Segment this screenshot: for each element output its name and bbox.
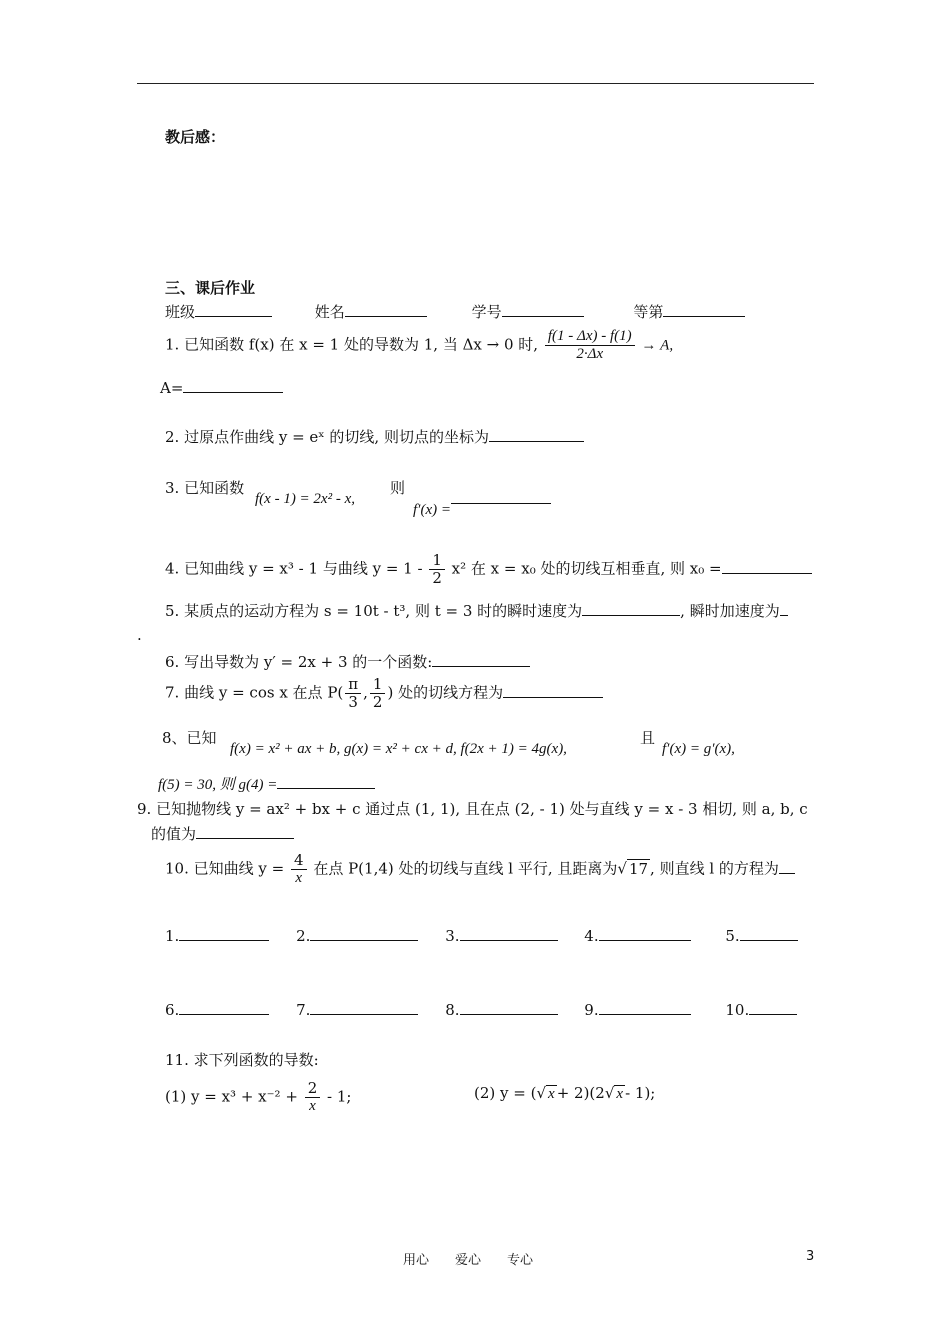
answer-label-3: 3. bbox=[445, 927, 460, 945]
question-2 bbox=[165, 426, 584, 447]
q1-numerator: f(1 - Δx) - f(1) bbox=[545, 328, 635, 346]
top-rule bbox=[137, 83, 814, 84]
q3-expr: f(x - 1) = 2x² - x, bbox=[255, 491, 355, 507]
answer-blank-7[interactable] bbox=[310, 1000, 418, 1015]
q3-prefix: 3. 已知函数 bbox=[165, 479, 245, 497]
answer-label-6: 6. bbox=[165, 1001, 180, 1019]
q7-n2: 1 bbox=[370, 676, 386, 694]
answer-blank-1[interactable] bbox=[179, 926, 269, 941]
answer-label-1: 1. bbox=[165, 927, 180, 945]
q11-1-num: 2 bbox=[305, 1080, 321, 1098]
q10-part-c: , 则直线 l 的方程为 bbox=[650, 859, 779, 878]
q3-expression bbox=[255, 489, 355, 508]
q3-ask-text: f′(x) = bbox=[413, 502, 451, 518]
q10-num: 4 bbox=[291, 852, 307, 870]
q8-line-2 bbox=[158, 773, 375, 794]
q11-2-sqrt-1: x bbox=[548, 1086, 555, 1102]
q8-expr2: f′(x) = g′(x), bbox=[662, 741, 735, 757]
answer-label-2: 2. bbox=[296, 927, 311, 945]
q11-2-part-a: (2) y = ( bbox=[474, 1084, 537, 1102]
q3-ask bbox=[413, 489, 551, 519]
answer-blank-9[interactable] bbox=[599, 1000, 691, 1015]
q8-line2-text: f(5) = 30, 则 g(4) = bbox=[158, 777, 278, 793]
q3-then: 则 bbox=[390, 479, 406, 497]
answer-label-4: 4. bbox=[584, 927, 599, 945]
q7-n1: π bbox=[345, 676, 361, 694]
answer-blank-5[interactable] bbox=[740, 926, 798, 941]
q1-tail: → A, bbox=[641, 337, 674, 354]
q10-fraction bbox=[291, 852, 307, 887]
info-id: 学号 bbox=[471, 303, 502, 321]
q11-1-part-a: (1) y = x³ + x⁻² + bbox=[165, 1087, 298, 1106]
q11-2-sqrt-2: x bbox=[616, 1086, 624, 1102]
q5-tail: , 瞬时加速度为 bbox=[680, 602, 780, 620]
info-grade: 等第 bbox=[633, 303, 664, 321]
q9-part-a: 9. 已知抛物线 y = ax² + bx + c 通过点 (1, 1), 且在点 (2, - 1) 处与直线 y = x - 3 相切, 则 a, b, c bbox=[137, 800, 808, 818]
answer-blank-4[interactable] bbox=[599, 926, 691, 941]
after-class-heading: 教后感： bbox=[165, 128, 226, 146]
footer-motto: 用心 爱心 专心 bbox=[403, 1253, 534, 1268]
info-name: 姓名 bbox=[314, 303, 345, 321]
q8-expression bbox=[230, 739, 567, 758]
question-1 bbox=[165, 328, 673, 363]
answer-label-5: 5. bbox=[725, 927, 740, 945]
answer-row-2 bbox=[165, 1000, 797, 1019]
q11-2-part-b: - 1); bbox=[625, 1084, 656, 1102]
q4-fraction bbox=[429, 552, 445, 587]
q1-answer-label: A= bbox=[160, 379, 184, 397]
q8-prefix: 8、已知 bbox=[162, 729, 217, 747]
q1-fraction bbox=[545, 328, 635, 363]
q11-1-part-b: - 1; bbox=[327, 1087, 352, 1106]
answer-blank-6[interactable] bbox=[179, 1000, 269, 1015]
name-blank[interactable] bbox=[345, 302, 427, 317]
question-11-1 bbox=[165, 1080, 351, 1115]
q11-2-middle: + 2)(2 bbox=[556, 1084, 605, 1102]
q5-text: 5. 某质点的运动方程为 s = 10t - t³, 则 t = 3 时的瞬时速度为 bbox=[165, 602, 583, 620]
question-7: 7. 曲线 y = cos x 在点 P( $\frac{\pi}{3}$ , $\frac{1}{2}$ ) 处的切线方程为 bbox=[165, 676, 603, 711]
q8-expr: f(x) = x² + ax + b, g(x) = x² + cx + d, f(2x + 1) = 4g(x), bbox=[230, 741, 567, 757]
answer-label-9: 9. bbox=[584, 1001, 599, 1019]
q7-part-a: 7. 曲线 y = cos x 在点 P( bbox=[165, 683, 344, 702]
q9-part-b: 的值为 bbox=[151, 825, 197, 843]
q8-blank[interactable] bbox=[277, 774, 375, 789]
class-blank[interactable] bbox=[195, 302, 272, 317]
q10-part-b: 在点 P(1,4) 处的切线与直线 l 平行, 且距离为 bbox=[313, 859, 618, 878]
q2-text: 2. 过原点作曲线 y = eˣ 的切线, 则切点的坐标为 bbox=[165, 428, 489, 446]
q10-blank[interactable] bbox=[779, 859, 795, 874]
answer-label-7: 7. bbox=[296, 1001, 311, 1019]
question-9 bbox=[137, 798, 808, 819]
q1-denominator: 2·Δx bbox=[576, 346, 604, 362]
q7-blank[interactable] bbox=[503, 683, 603, 698]
question-11: 11. 求下列函数的导数: bbox=[165, 1051, 319, 1069]
q7-frac-2 bbox=[370, 676, 386, 711]
q10-den: x bbox=[295, 870, 303, 886]
q1-text: 1. 已知函数 f(x) 在 x = 1 处的导数为 1, 当 Δx → 0 时, bbox=[165, 335, 539, 354]
q6-text: 6. 写出导数为 y′ = 2x + 3 的一个函数: bbox=[165, 653, 433, 671]
q4-den: 2 bbox=[432, 569, 442, 587]
q5-continuation: . bbox=[137, 626, 142, 644]
grade-blank[interactable] bbox=[663, 302, 745, 317]
answer-blank-2[interactable] bbox=[310, 926, 418, 941]
question-4 bbox=[165, 552, 812, 587]
q7-frac-1 bbox=[345, 676, 361, 711]
q5-blank-velocity[interactable] bbox=[582, 601, 680, 616]
q3-blank[interactable] bbox=[451, 489, 551, 504]
question-5 bbox=[165, 600, 788, 621]
section-title: 三、课后作业 bbox=[165, 279, 256, 297]
q4-part-a: 4. 已知曲线 y = x³ - 1 与曲线 y = 1 - bbox=[165, 559, 423, 578]
question-3 bbox=[165, 477, 244, 498]
q1-answer bbox=[160, 378, 283, 397]
info-class: 班级 bbox=[165, 303, 196, 321]
q7-d1: 3 bbox=[348, 693, 358, 711]
q11-1-den: x bbox=[309, 1098, 316, 1114]
question-6 bbox=[165, 651, 530, 672]
q2-blank[interactable] bbox=[489, 427, 584, 442]
answer-label-8: 8. bbox=[445, 1001, 460, 1019]
q4-part-b: x² 在 x = x₀ 处的切线互相垂直, 则 x₀ = bbox=[451, 559, 722, 578]
q9-blank[interactable] bbox=[196, 824, 294, 839]
q1-answer-blank[interactable] bbox=[183, 378, 283, 393]
q7-d2: 2 bbox=[372, 693, 383, 711]
q8-and: 且 bbox=[640, 729, 656, 747]
q10-part-a: 10. 已知曲线 y = bbox=[165, 859, 285, 878]
q4-blank[interactable] bbox=[722, 559, 812, 574]
page-number: 3 bbox=[806, 1249, 815, 1264]
answer-blank-8[interactable] bbox=[460, 1000, 558, 1015]
answer-blank-10[interactable] bbox=[749, 1000, 797, 1015]
q4-num: 1 bbox=[429, 552, 445, 570]
q5-blank-accel[interactable] bbox=[780, 601, 788, 616]
q11-1-fraction bbox=[305, 1080, 321, 1115]
q6-blank[interactable] bbox=[432, 652, 530, 667]
answer-row-1 bbox=[165, 926, 798, 945]
q9-line-2 bbox=[151, 823, 294, 844]
question-10: 10. 已知曲线 y = $\frac{4}{x}$ 在点 P(1,4) 处的切线与直线 l 平行, 且距离为√ 17 , 则直线 l 的方程为 bbox=[165, 852, 795, 887]
q7-part-b: ) 处的切线方程为 bbox=[387, 683, 504, 702]
q10-sqrt: 17 bbox=[628, 859, 649, 878]
q8-expression-2 bbox=[662, 739, 735, 758]
info-row bbox=[165, 301, 745, 322]
answer-blank-3[interactable] bbox=[460, 926, 558, 941]
answer-label-10: 10. bbox=[725, 1001, 750, 1019]
question-11-2: (2) y = (√ x + 2)(2√ x - 1); bbox=[474, 1084, 656, 1102]
id-blank[interactable] bbox=[502, 302, 584, 317]
